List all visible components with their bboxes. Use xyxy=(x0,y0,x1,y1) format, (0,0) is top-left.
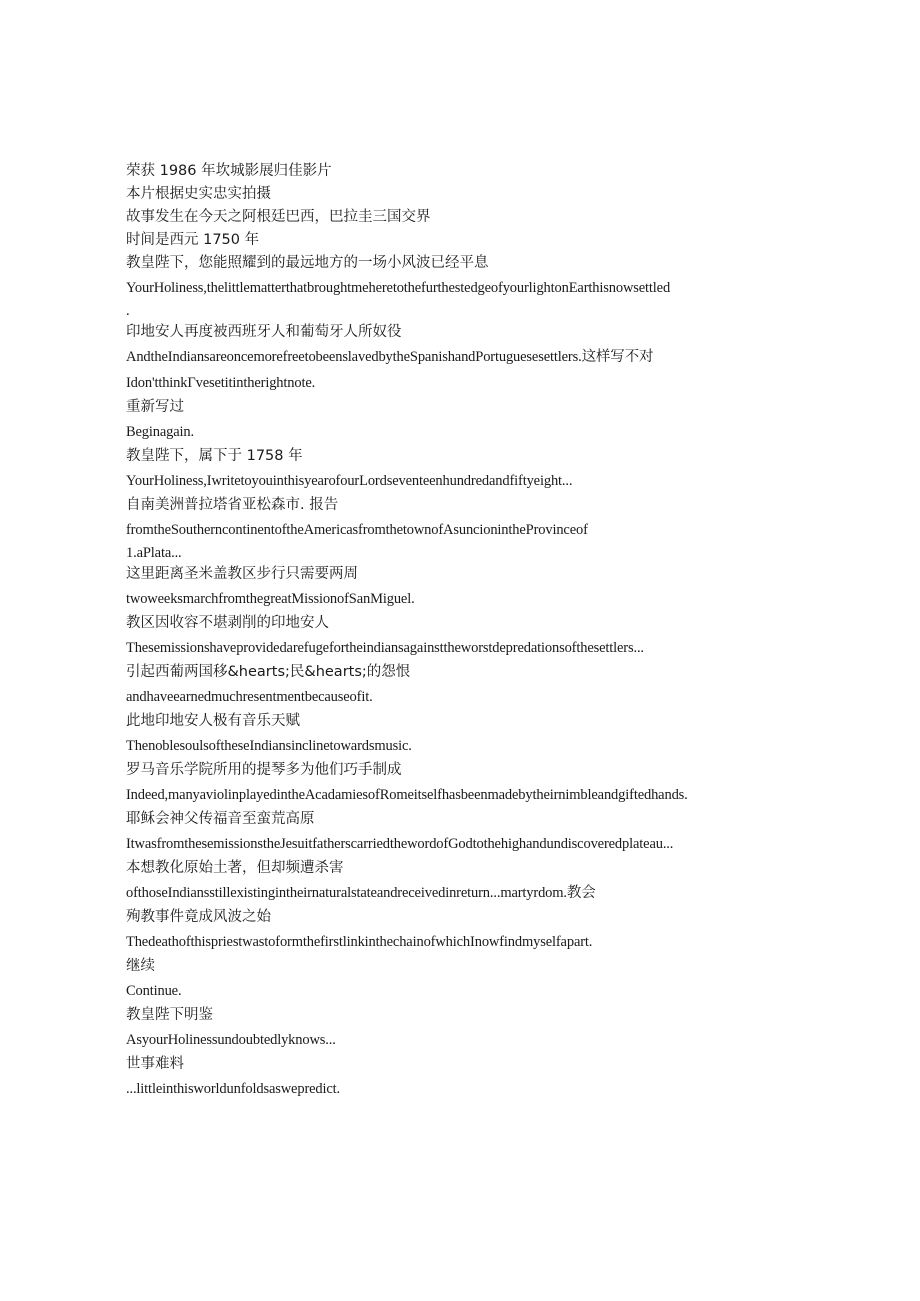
text-line: ThenoblesoulsoftheseIndiansinclinetowardsmusic. xyxy=(126,738,412,754)
text-line: twoweeksmarchfromthegreatMissionofSanMiguel. xyxy=(126,591,415,607)
text-line: 世事难料 xyxy=(126,1056,184,1072)
text-line: 本片根据史实忠实拍摄 xyxy=(126,186,271,202)
text-line: ofthoseIndiansstillexistingintheirnaturalstateandreceivedinreturn...martyrdom.教会 xyxy=(126,885,596,901)
text-line: 耶稣会神父传福音至蛮荒高原 xyxy=(126,811,315,827)
text-line: 殉教事件竟成风波之始 xyxy=(126,909,271,925)
text-line: ThedeathofthispriestwastoformthefirstlinkinthechainofwhichInowfindmyselfapart. xyxy=(126,934,593,950)
text-line: 教皇陛下，您能照耀到的最远地方的一场小风波已经平息 xyxy=(126,255,489,271)
text-line: Beginagain. xyxy=(126,424,195,440)
text-line: 故事发生在今天之阿根廷巴西，巴拉圭三国交界 xyxy=(126,209,431,225)
text-line: 本想教化原始土著，但却频遭杀害 xyxy=(126,860,344,876)
text-line: 罗马音乐学院所用的提琴多为他们巧手制成 xyxy=(126,762,402,778)
text-line: YourHoliness,IwritetoyouinthisyearofourLordseventeenhundredandfiftyeight... xyxy=(126,473,573,489)
text-line: Continue. xyxy=(126,983,182,999)
text-line: 印地安人再度被西班牙人和葡萄牙人所奴役 xyxy=(126,324,402,340)
text-line: fromtheSoutherncontinentoftheAmericasfromthetownofAsuncionintheProvinceof xyxy=(126,522,588,538)
text-line: Idon'tthinkΓvesetitintherightnote. xyxy=(126,375,316,391)
text-line: ...littleinthisworldunfoldsaswepredict. xyxy=(126,1081,341,1097)
text-line: 教区因收容不堪剥削的印地安人 xyxy=(126,615,329,631)
text-line: 时间是西元 1750 年 xyxy=(126,232,260,248)
text-line: 教皇陛下，属下于 1758 年 xyxy=(126,448,303,464)
text-line: AndtheIndiansareoncemorefreetobeenslavedbytheSpanishandPortuguesesettlers.这样写不对 xyxy=(126,349,654,365)
text-line: 教皇陛下明鉴 xyxy=(126,1007,213,1023)
text-line: AsyourHolinessundoubtedlyknows... xyxy=(126,1032,336,1048)
text-line: ItwasfromthesemissionstheJesuitfatherscarriedthewordofGodtothehighandundiscoveredplateau... xyxy=(126,836,674,852)
text-line: andhaveearnedmuchresentmentbecauseofit. xyxy=(126,689,373,705)
text-line: YourHoliness,thelittlematterthatbroughtmeheretothefurthestedgeofyourlightonEarthisnowsettled xyxy=(126,280,671,296)
text-line: 荣获 1986 年坎城影展归佳影片 xyxy=(126,163,332,179)
text-line: 自南美洲普拉塔省亚松森市. 报告 xyxy=(126,497,339,513)
text-line: Thesemissionshaveprovidedarefugefortheindiansagainsttheworstdepredationsofthesettlers... xyxy=(126,640,644,656)
text-line: 引起西葡两国移&hearts;民&hearts;的怨恨 xyxy=(126,664,411,680)
text-line: . xyxy=(126,303,130,319)
text-line: Indeed,manyaviolinplayedintheAcadamiesofRomeitselfhasbeenmadebytheirnimbleandgiftedhands. xyxy=(126,787,688,803)
text-line: 继续 xyxy=(126,958,155,974)
text-line: 这里距离圣米盖教区步行只需要两周 xyxy=(126,566,358,582)
text-line: 此地印地安人极有音乐天赋 xyxy=(126,713,300,729)
text-line: 重新写过 xyxy=(126,399,184,415)
subtitle-transcript xyxy=(126,160,786,1102)
text-line: 1.aPlata... xyxy=(126,545,182,561)
